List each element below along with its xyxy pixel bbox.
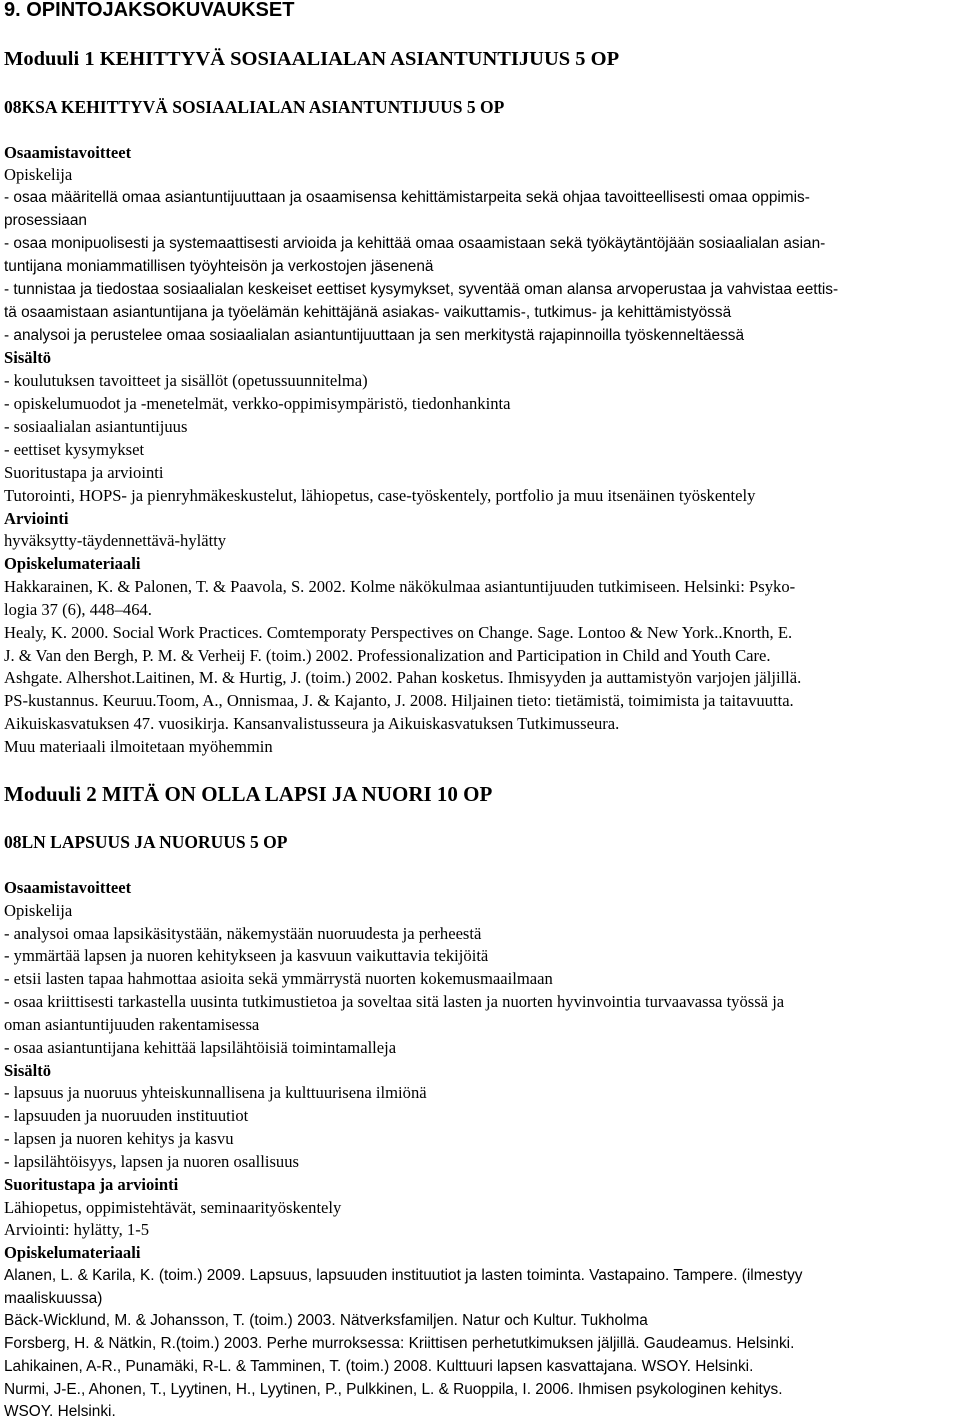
module2-content-heading: Sisältö xyxy=(4,1061,52,1080)
module1-methods-heading: Suoritustapa ja arviointi xyxy=(4,463,164,482)
module2-material-line: Alanen, L. & Karila, K. (toim.) 2009. Lapsuus, lapsuuden instituutiot ja lasten toiminta. Vastapaino. Tampere. (ilmestyy xyxy=(4,1267,803,1284)
module2-student-label: Opiskelija xyxy=(4,901,73,920)
module2-material-line: Bäck-Wicklund, M. & Johansson, T. (toim.) 2003. Nätverksfamiljen. Natur och Kultur. Tukholma xyxy=(4,1312,648,1329)
module2-objective-line: - osaa asiantuntijana kehittää lapsilähtöisiä toimintamalleja xyxy=(4,1038,397,1057)
module1-objectives-heading: Osaamistavoitteet xyxy=(4,143,132,162)
module1-content-line: - eettiset kysymykset xyxy=(4,440,145,459)
module1-materials-heading: Opiskelumateriaali xyxy=(4,554,141,573)
module1-material-line: PS-kustannus. Keuruu.Toom, A., Onnismaa, J. & Kajanto, J. 2008. Hiljainen tieto: tietämistä, toimimista ja taitavuutta. xyxy=(4,691,794,710)
module1-assessment-heading: Arviointi xyxy=(4,509,69,528)
module2-objective-line: - etsii lasten tapaa hahmottaa asioita sekä ymmärrystä nuorten kokemusmaailmaan xyxy=(4,969,553,988)
module1-content-heading: Sisältö xyxy=(4,348,52,367)
module1-objective-line: - tunnistaa ja tiedostaa sosiaalialan keskeiset eettiset kysymykset, syventää oman alansa arvoperustaa ja vahvistaa eettis- xyxy=(4,281,839,298)
module2-material-line: WSOY. Helsinki. xyxy=(4,1403,116,1420)
module1-methods: Tutorointi, HOPS- ja pienryhmäkeskustelut, lähiopetus, case-työskentely, portfolio ja muu itsenäinen työskentely xyxy=(4,486,756,505)
module1-material-line: Healy, K. 2000. Social Work Practices. Comtemporaty Perspectives on Change. Sage. Lontoo & New York..Knorth, E. xyxy=(4,623,793,642)
module2-objective-line: - osaa kriittisesti tarkastella uusinta tutkimustietoa ja soveltaa sitä lasten ja nuorten hyvinvointia turvaavassa työssä ja xyxy=(4,992,785,1011)
module1-material-line: Ashgate. Alhershot.Laitinen, M. & Hurtig, J. (toim.) 2002. Pahan kosketus. Ihmisyyden ja auttamistyön varjojen jäljillä. xyxy=(4,668,802,687)
module1-material-line: logia 37 (6), 448–464. xyxy=(4,600,152,619)
module2-methods: Lähiopetus, oppimistehtävät, seminaarityöskentely xyxy=(4,1198,342,1217)
module2-assessment: Arviointi: hylätty, 1-5 xyxy=(4,1220,150,1239)
module1-content-line: - koulutuksen tavoitteet ja sisällöt (opetussuunnitelma) xyxy=(4,371,368,390)
module2-materials-heading: Opiskelumateriaali xyxy=(4,1243,141,1262)
module1-material-line: Hakkarainen, K. & Palonen, T. & Paavola, S. 2002. Kolme näkökulmaa asiantuntijuuden tutkimiseen. Helsinki: Psyko- xyxy=(4,577,796,596)
module2-methods-heading: Suoritustapa ja arviointi xyxy=(4,1175,179,1194)
module2-title: Moduuli 2 MITÄ ON OLLA LAPSI JA NUORI 10 OP xyxy=(4,782,493,806)
module1-content-line: - opiskelumuodot ja -menetelmät, verkko-oppimisympäristö, tiedonhankinta xyxy=(4,394,511,413)
module1-objective-line: - analysoi ja perustelee omaa sosiaalialan asiantuntijuuttaan ja sen merkitystä rajapinnoilla työskenneltäessä xyxy=(4,327,745,344)
module1-objective-line: prosessiaan xyxy=(4,212,87,229)
module2-content-line: - lapsuus ja nuoruus yhteiskunnallisena ja kulttuurisena ilmiönä xyxy=(4,1083,427,1102)
module2-material-line: Lahikainen, A-R., Punamäki, R-L. & Tamminen, T. (toim.) 2008. Kulttuuri lapsen kasvattajana. WSOY. Helsinki. xyxy=(4,1358,754,1375)
module2-content-line: - lapsen ja nuoren kehitys ja kasvu xyxy=(4,1129,234,1148)
module1-course-title: 08KSA KEHITTYVÄ SOSIAALIALAN ASIANTUNTIJUUS 5 OP xyxy=(4,97,505,117)
module2-content-line: - lapsuuden ja nuoruuden instituutiot xyxy=(4,1106,249,1125)
module1-student-label: Opiskelija xyxy=(4,165,73,184)
module1-material-line: Aikuiskasvatuksen 47. vuosikirja. Kansanvalistusseura ja Aikuiskasvatuksen Tutkimusseura. xyxy=(4,714,620,733)
module2-objective-line: - ymmärtää lapsen ja nuoren kehitykseen ja kasvuun vaikuttavia tekijöitä xyxy=(4,946,489,965)
module2-objectives-heading: Osaamistavoitteet xyxy=(4,878,132,897)
chapter-title: 9. OPINTOJAKSOKUVAUKSET xyxy=(4,0,295,21)
module2-content-line: - lapsilähtöisyys, lapsen ja nuoren osallisuus xyxy=(4,1152,299,1171)
module1-content-line: - sosiaalialan asiantuntijuus xyxy=(4,417,188,436)
module1-objective-line: - osaa monipuolisesti ja systemaattisesti arvioida ja kehittää omaa osaamistaan sekä työkäytäntöjään sosiaalialan asian- xyxy=(4,235,826,252)
module1-objective-line: tä osaamistaan asiantuntijana ja työelämän kehittäjänä asiakas- vaikuttamis-, tutkimus- ja kehittämistyössä xyxy=(4,304,732,321)
module2-material-line: maaliskuussa) xyxy=(4,1290,103,1307)
module1-objective-line: - osaa määritellä omaa asiantuntijuuttaan ja osaamisensa kehittämistarpeita sekä ohjaa tavoitteellisesti omaa oppimis- xyxy=(4,189,810,206)
module2-objective-line: - analysoi omaa lapsikäsitystään, näkemystään nuoruudesta ja perheestä xyxy=(4,924,482,943)
module2-material-line: Forsberg, H. & Nätkin, R.(toim.) 2003. Perhe murroksessa: Kriittisen perhetutkimuksen jäljillä. Gaudeamus. Helsinki. xyxy=(4,1335,795,1352)
module2-material-line: Nurmi, J-E., Ahonen, T., Lyytinen, H., Lyytinen, P., Pulkkinen, L. & Ruoppila, I. 2006. Ihmisen psykologinen kehitys. xyxy=(4,1381,783,1398)
module2-objective-line: oman asiantuntijuuden rakentamisessa xyxy=(4,1015,260,1034)
module1-objective-line: tuntijana moniammatillisen työyhteisön ja verkostojen jäsenenä xyxy=(4,258,434,275)
module1-material-line: Muu materiaali ilmoitetaan myöhemmin xyxy=(4,737,273,756)
module2-course-title: 08LN LAPSUUS JA NUORUUS 5 OP xyxy=(4,832,288,852)
module1-material-line: J. & Van den Bergh, P. M. & Verheij F. (toim.) 2002. Professionalization and Participation in Child and Youth Care. xyxy=(4,646,771,665)
module1-assessment: hyväksytty-täydennettävä-hylätty xyxy=(4,531,227,550)
module1-title: Moduuli 1 KEHITTYVÄ SOSIAALIALAN ASIANTUNTIJUUS 5 OP xyxy=(4,48,620,70)
